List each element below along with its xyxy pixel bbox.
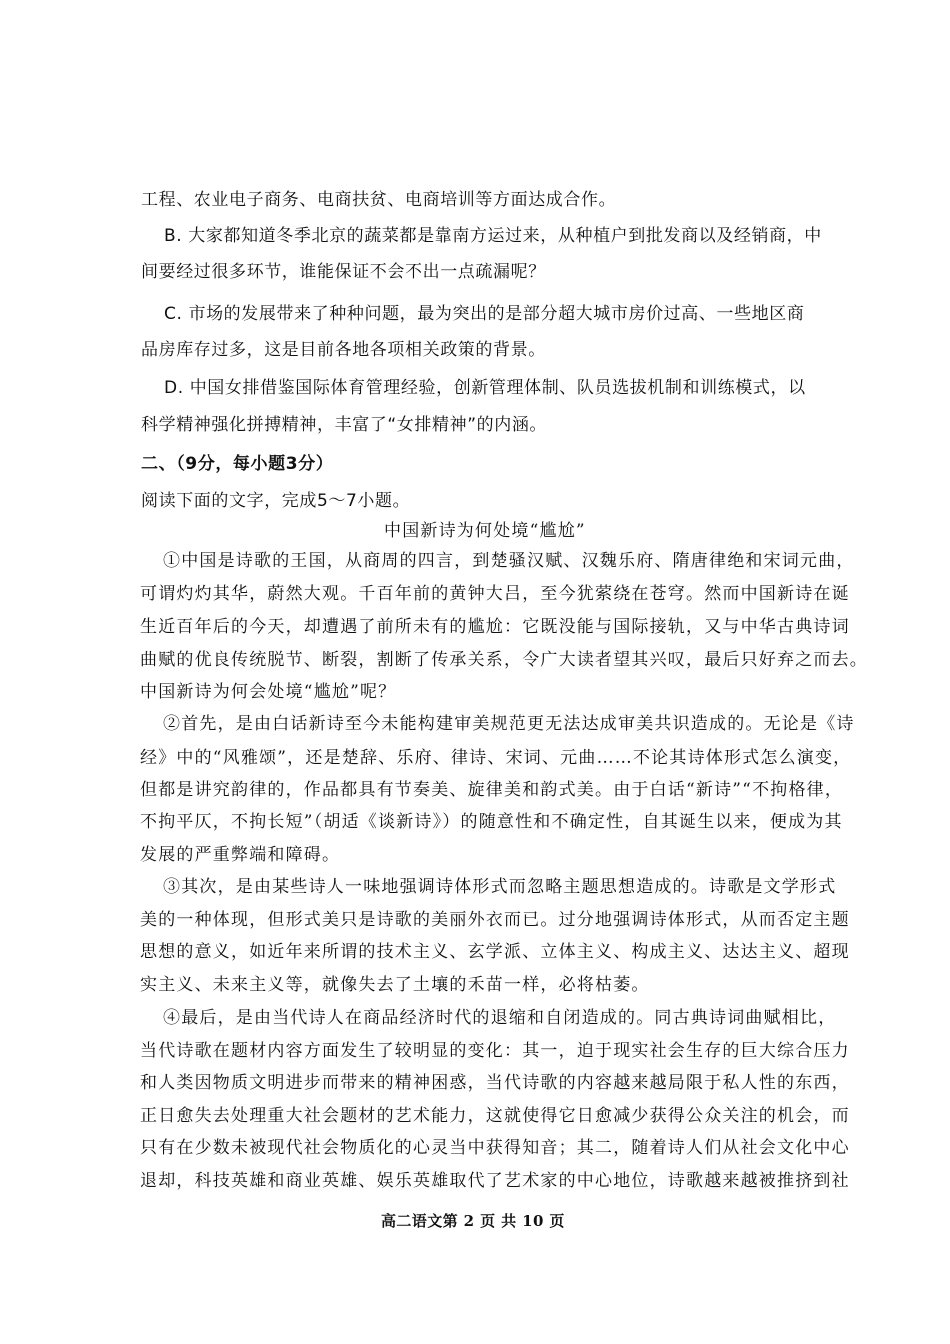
essay-line: ②首先，是由白话新诗至今未能构建审美规范更无法达成审美共识造成的。无论是《诗 (163, 714, 855, 734)
option-d-line-2: 科学精神强化拼搏精神，丰富了“女排精神”的内涵。 (141, 415, 548, 435)
essay-line: 思想的意义，如近年来所谓的技术主义、玄学派、立体主义、构成主义、达达主义、超现 (140, 942, 850, 962)
option-b-line-2: 间要经过很多环节，谁能保证不会不出一点疏漏呢？ (141, 262, 546, 282)
essay-line: 但都是讲究韵律的，作品都具有节奏美、旋律美和韵式美。由于白话“新诗”“不拘格律， (140, 780, 844, 800)
essay-line: 生近百年后的今天，却遭遇了前所未有的尴尬：它既没能与国际接轨，又与中华古典诗词 (140, 617, 850, 637)
essay-line: ①中国是诗歌的王国，从商周的四言，到楚骚汉赋、汉魏乐府、隋唐律绝和宋词元曲， (163, 551, 855, 571)
section-heading: 二、（9分，每小题3分） (141, 454, 334, 474)
section-instruction: 阅读下面的文字，完成5～7小题。 (141, 491, 411, 511)
essay-line: 中国新诗为何会处境“尴尬”呢？ (140, 682, 397, 702)
essay-line: 不拘平仄，不拘长短”（胡适《谈新诗》）的随意性和不确定性，自其诞生以来，便成为其 (140, 812, 843, 832)
essay-line: 发展的严重弊端和障碍。 (140, 845, 341, 865)
essay-line: ③其次，是由某些诗人一味地强调诗体形式而忽略主题思想造成的。诗歌是文学形式 (163, 877, 837, 897)
option-b-line-1: B. 大家都知道冬季北京的蔬菜都是靠南方运过来，从种植户到批发商以及经销商，中 (164, 226, 822, 246)
page-footer: 高二语文第 2 页 共 10 页 (381, 1212, 565, 1230)
essay-line: ④最后，是由当代诗人在商品经济时代的退缩和自闭造成的。同古典诗词曲赋相比， (163, 1008, 837, 1028)
text-line: 工程、农业电子商务、电商扶贫、电商培训等方面达成合作。 (141, 190, 617, 210)
essay-line: 经》中的“风雅颂”，还是楚辞、乐府、律诗、宋词、元曲……不论其诗体形式怎么演变， (140, 748, 852, 768)
essay-line: 和人类因物质文明进步而带来的精神困惑，当代诗歌的内容越来越局限于私人性的东西， (140, 1073, 850, 1093)
essay-title: 中国新诗为何处境“尴尬” (384, 521, 586, 541)
essay-line: 退却，科技英雄和商业英雄、娱乐英雄取代了艺术家的中心地位，诗歌越来越被推挤到社 (140, 1171, 850, 1191)
essay-line: 正日愈失去处理重大社会题材的艺术能力，这就使得它日愈减少获得公众关注的机会，而 (140, 1106, 850, 1126)
essay-line: 可谓灼灼其华，蔚然大观。千百年前的黄钟大吕，至今犹萦绕在苍穹。然而中国新诗在诞 (140, 584, 850, 604)
essay-line: 曲赋的优良传统脱节、断裂，割断了传承关系，令广大读者望其兴叹，最后只好弃之而去。 (140, 650, 868, 670)
option-c-line-1: C. 市场的发展带来了种种问题，最为突出的是部分超大城市房价过高、一些地区商 (164, 304, 805, 324)
essay-line: 当代诗歌在题材内容方面发生了较明显的变化：其一，迫于现实社会生存的巨大综合压力 (140, 1041, 850, 1061)
option-d-line-1: D. 中国女排借鉴国际体育管理经验，创新管理体制、队员选拔机制和训练模式，以 (164, 378, 806, 398)
essay-line: 只有在少数未被现代社会物质化的心灵当中获得知音；其二，随着诗人们从社会文化中心 (140, 1138, 850, 1158)
essay-line: 实主义、未来主义等，就像失去了土壤的禾苗一样，必将枯萎。 (140, 975, 650, 995)
option-c-line-2: 品房库存过多，这是目前各地各项相关政策的背景。 (141, 340, 546, 360)
essay-line: 美的一种体现，但形式美只是诗歌的美丽外衣而已。过分地强调诗体形式，从而否定主题 (140, 910, 850, 930)
